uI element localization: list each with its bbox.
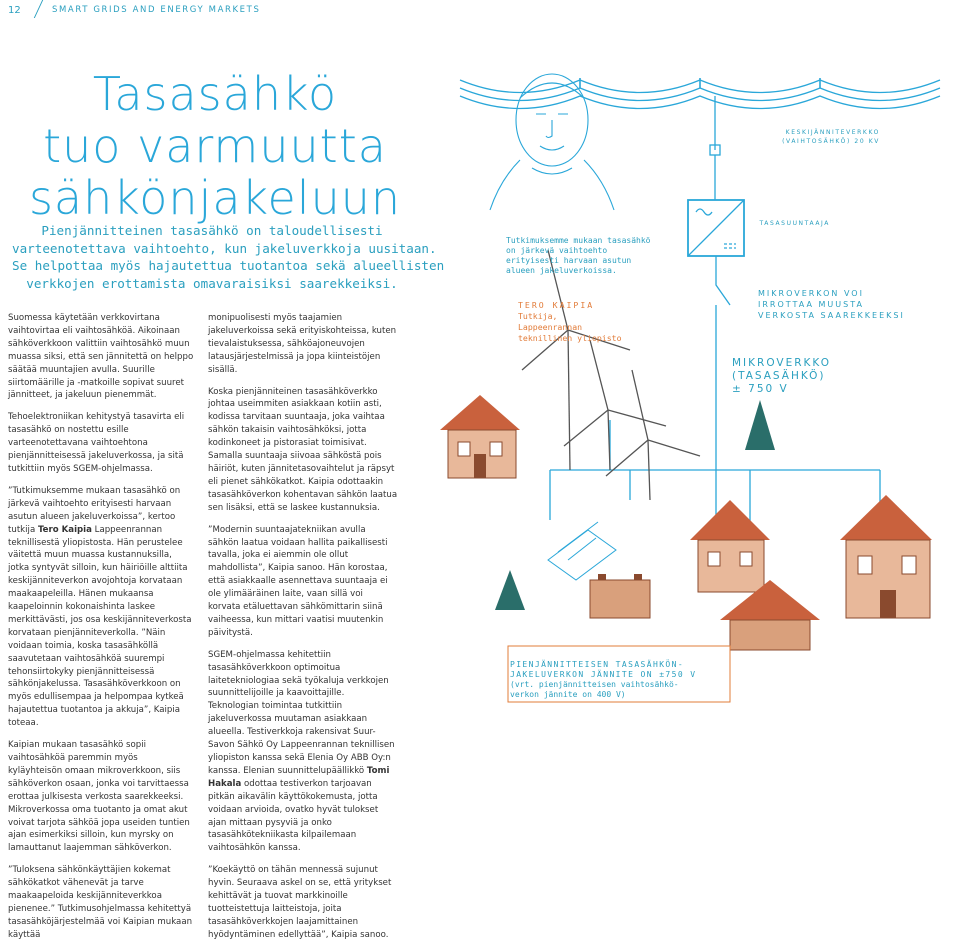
- solar-panel-icon: [548, 522, 616, 580]
- low-voltage-label: [510, 660, 710, 700]
- paragraph: monipuolisesti myös taajamien jakeluverkoissa sekä erityiskohteissa, kuten tievalaistuksessa, sähköajoneuvojen latausjärjestelmissä ja jopa kiinteistöjen sisällä.: [208, 313, 397, 375]
- paragraph: Suomessa käytetään verkkovirtana vaihtovirtaa eli vaihtosähköä. Aikoinaan sähköverkkoon valittiin vaihtosähkö muun muassa siksi, että sen jännitettä on helppo säätää muuntajien avulla. Suurille siirtomäärille ja -matkoille sopivat suuret jännitteet, ja jakeluun pienemmät.: [8, 313, 194, 401]
- label-line: IRROTTAA MUUSTA: [758, 300, 864, 309]
- paragraph: ”Modernin suuntaajatekniikan avulla sähkön laatua voidaan hallita paikallisesti tavalla, joka ei aiemmin ole ollut mahdollista”, Kaipia sanoo. Hän korostaa, että asiakkaalle asennettava suuntaaja ei ole ylimääräinen laite, vaan sillä voi korvata etäluettavan sähkömittarin siinä vaiheessa, kun mittari vaatisi muutenkin päivitystä.: [208, 524, 388, 638]
- label-line: KESKIJÄNNITEVERKKO: [785, 129, 880, 136]
- paragraph: Kaipian mukaan tasasähkö sopii vaihtosähköä paremmin myös kyläyhteisön omaan mikroverkkoon, siis sähköverkon osaan, jonka voi tarvittaessa erottaa julkisesta verkosta saarekkeeksi. Mikroverkossa oma tuotanto ja omat akut voivat tarjota sähköä jopa useiden tuntien ajan esimerkiksi silloin, kun myrsky on lamauttanut laajemman sähköverkon.: [8, 740, 190, 854]
- label-line: JAKELUVERKON JÄNNITE ON ±750 V: [510, 670, 697, 679]
- person-caption: [518, 300, 622, 344]
- paragraph-text: odottaa testiverkon tarjoavan pitkän aikavälin käyttökokemusta, jotta voidaan arvioida, ovatko hyvät tulokset ajan mittaan pysyviä ja onko tasasähkötekniikasta kilpailemaan vaihtosähkön kanssa.: [208, 778, 379, 854]
- ac-symbol: [696, 209, 712, 215]
- lead-line: varteenotettava vaihtoehto, kun jakeluverkkoja uusitaan.: [12, 240, 437, 256]
- pull-quote: Tutkimuksemme mukaan tasasähkö on järkevä vaihtoehto erityisesti harvaan asutun alueen jakeluverkoissa.: [506, 236, 651, 275]
- article-lead: [12, 222, 445, 292]
- label-line: MIKROVERKON VOI: [758, 289, 864, 298]
- person-name: TERO KAIPIA: [518, 300, 595, 310]
- label-line: PIENJÄNNITTEISEN TASASÄHKÖN-: [510, 660, 685, 669]
- lead-line: Se helpottaa myös hajautettua tuotantoa sekä alueellisten: [12, 258, 445, 273]
- body-column-1: [8, 312, 194, 951]
- island-label: [758, 288, 948, 321]
- title-line: Tasasähkö: [92, 67, 338, 121]
- power-line-wire: [460, 88, 940, 101]
- person-title: Tutkija,: [518, 311, 558, 321]
- label-line: verkon jännite on 400 V): [510, 690, 626, 699]
- label-line: VERKOSTA SAAREKKEEKSI: [758, 311, 905, 320]
- wind-turbine-icon: [522, 250, 700, 500]
- label-line: MIKROVERKKO: [732, 357, 831, 369]
- paragraph: [208, 649, 398, 856]
- dc-symbol: [724, 244, 736, 248]
- disconnect-switch: [716, 256, 730, 330]
- title-line: tuo varmuutta: [43, 119, 387, 173]
- label-line: (VAIHTOSÄHKÖ) 20 KV: [782, 138, 880, 145]
- microgrid-label: [732, 357, 932, 396]
- section-title: SMART GRIDS AND ENERGY MARKETS: [52, 5, 261, 15]
- lead-line: verkkojen erottamista omavaraisiksi saarekkeiksi.: [26, 275, 398, 291]
- paragraph: Koska pienjänniteinen tasasähköverkko johtaa useimmiten asiakkaan kotiin asti, kodissa tarvitaan suuntaaja, joka vaihtaa sähkön takaisin vaihtosähköksi, jotta kodinkoneet ja pistorasiat toimisivat. Samalla suuntaaja siivoaa sähköstä pois häiriöt, kuten jännitetasovaihtelut ja räpsyt eli pienet sähkökatkot. Kaipia odottaakin tasasähköverkon kohentavan sähkön laatua sen lisäksi, että se laskee kustannuksia.: [208, 386, 398, 513]
- lead-line: Pienjännitteinen tasasähkö on taloudellisesti: [41, 223, 383, 238]
- title-line: sähkönjakeluun: [28, 171, 402, 225]
- label-line: ± 750 V: [732, 383, 789, 395]
- insulator-icon: [580, 78, 820, 88]
- paragraph: ”Koekäyttö on tähän mennessä sujunut hyvin. Seuraava askel on se, että yritykset kehittävät ja tuovat markkinoille tuotteistettuja laitteistoja, joita tasasähköverkkojen laajamittainen hyödyntäminen edellyttää”, Kaipia sanoo.: [208, 865, 392, 940]
- house-icon: [690, 500, 770, 592]
- house-icon: [440, 395, 520, 478]
- paragraph: [8, 485, 194, 730]
- paragraph: ”Tuloksena sähkönkäyttäjien kokemat sähkökatkot vähenevät ja tarve maakaapeloida keskijänniteverkkoa pienenee.” Tutkimusohjelmassa kehitettyä tasasähköjärjestelmää voi Kaipian mukaan käyttää: [8, 865, 193, 940]
- paragraph: Tehoelektroniikan kehitystyä tasavirta eli tasasähkö on nostettu esille varteenotettavana vaihtoehtona pienjännitteisessä jakeluverkossa, ja sitä tutkittiin myös SGEM-ohjelmassa.: [8, 412, 185, 474]
- page-number: 12: [8, 5, 21, 16]
- house-icon: [840, 495, 932, 618]
- header-divider: [34, 0, 43, 18]
- label-line: (vrt. pienjännitteisen vaihtosähkö-: [510, 680, 679, 689]
- paragraph-text: ”Tutkimuksemme mukaan tasasähkö on järkevä vaihtoehto erityisesti harvaan asutun alueen jakeluverkoissa”, kertoo tutkija: [8, 485, 181, 535]
- person-name: Tero Kaipia: [37, 524, 92, 535]
- power-line-wire: [460, 96, 940, 109]
- converter-label: TASASUUNTAAJA: [759, 220, 830, 227]
- portrait-sketch: [490, 74, 614, 210]
- label-line: (TASASÄHKÖ): [732, 370, 826, 382]
- dc-bus-line: [550, 420, 630, 520]
- paragraph-text: SGEM-ohjelmassa kehitettiin tasasähköverkkoon optimoitua laitetekniologiaa sekä työkaluja verkkojen suunnittelijoille ja kaavoittajille. Teknologian toimintaa tutkittiin jakeluverkossa muutaman asiakkaan alueella. Testiverkkoja rakensivat Suur-Savon Sähkö Oy Lappeenrannan teknillisen yliopiston kanssa sekä Elenia Oy ABB Oy:n kanssa. Elenian suunnittelupäällikkö: [208, 649, 395, 776]
- battery-icon: [590, 574, 650, 618]
- medium-voltage-label: [730, 128, 880, 146]
- person-title: Lappeenrannan: [518, 322, 583, 332]
- paragraph-text: Lappeenrannan teknillisestä yliopistosta. Hän perustelee väitettä muun muassa kustannuksilla, jotka syntyvät silloin, kun häiriöille alttiita keskijänniteverkon avojohtoja korvataan maakaapeleilla. Hänen mukaansa kaapeloinnin kokonaishinta laskee merkittävästi, jos osa keskijänniteverkosta korvataan pienjänniteverkolla. ”Näin voidaan toimia, koska tasasähköllä saavutetaan vaihtosähköä suurempi tehonsiirtokyky pienjännitteisessä sähkönjakelussa. Tasasähköverkkoon on myös edullisempaa ja helpompaa kytkeä hajautettua tuotantoa ja akkuja”, Kaipia toteaa.: [8, 524, 192, 729]
- person-name: Tomi Hakala: [208, 765, 390, 789]
- article-title: [0, 68, 430, 224]
- body-column-2: [208, 312, 398, 951]
- person-title: teknillinen yliopisto: [518, 333, 622, 343]
